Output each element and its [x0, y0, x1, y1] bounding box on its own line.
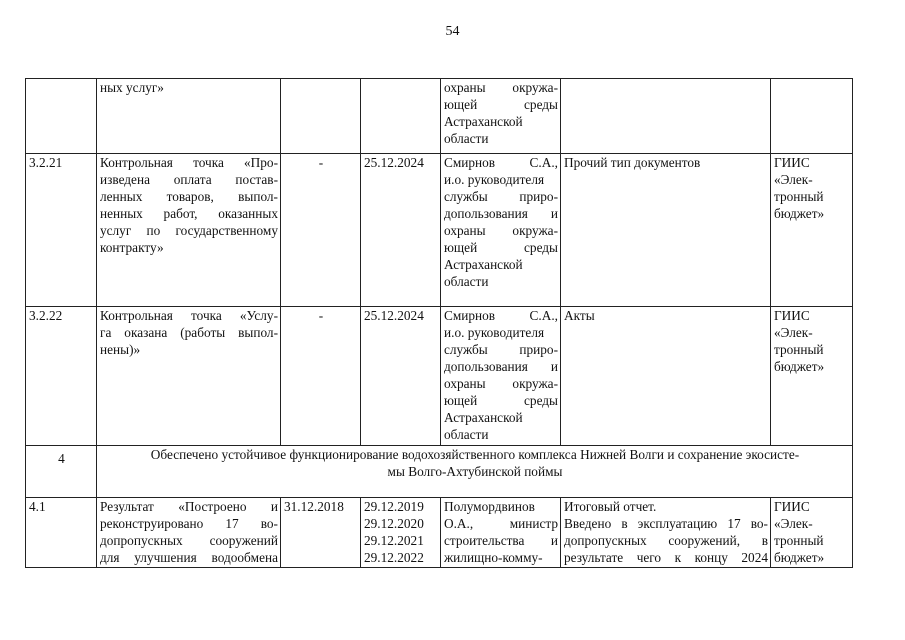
name-cell: [97, 79, 281, 154]
table-row: [26, 307, 853, 446]
responsible-line: жилищно-комму-: [444, 550, 543, 565]
end-date: 25.12.2024: [364, 308, 424, 323]
responsible-line: службы приро-: [444, 189, 558, 204]
section-heading-cell: [97, 446, 853, 498]
section-heading-line: Обеспечено устойчивое функционирование водохозяйственного комплекса Нижней Волги и сохранение экосисте-: [150, 447, 800, 462]
name-line: контракту»: [100, 240, 164, 255]
responsible-line: Астраханской: [444, 114, 523, 129]
name-line: Контрольная точка «Услу-: [100, 308, 278, 323]
document-cell: Акты: [561, 307, 771, 446]
name-line: реконструировано 17 во-: [100, 516, 278, 531]
responsible-line: строительства и: [444, 533, 558, 548]
responsible-line: области: [444, 274, 489, 289]
system-cell: [771, 498, 853, 568]
name-line: допропускных сооружений: [100, 533, 278, 548]
responsible-line: охраны окружа-: [444, 80, 558, 95]
document-line: допропускных сооружений, в: [564, 533, 768, 548]
system-line: тронный: [774, 533, 824, 548]
end-date-cell: [361, 154, 441, 307]
responsible-line: Астраханской: [444, 410, 523, 425]
responsible-cell: [441, 498, 561, 568]
responsible-line: О.А., министр: [444, 516, 558, 531]
row-number-cell: [26, 79, 97, 154]
row-number-cell: 4: [26, 446, 97, 498]
row-number-cell: 4.1: [26, 498, 97, 568]
name-line: нены)»: [100, 342, 141, 357]
end-date: 29.12.2021: [364, 533, 424, 548]
start-date-cell: [281, 79, 361, 154]
end-date-cell: [361, 498, 441, 568]
system-line: «Элек-: [774, 325, 813, 340]
responsible-line: и.о. руководителя: [444, 172, 545, 187]
end-date-cell: [361, 307, 441, 446]
responsible-line: области: [444, 427, 489, 442]
end-date: 29.12.2019: [364, 499, 424, 514]
responsible-cell: [441, 154, 561, 307]
system-line: тронный: [774, 342, 824, 357]
table-row: [26, 79, 853, 154]
document-cell: [561, 79, 771, 154]
table-row: [26, 446, 853, 498]
name-line: услуг по государственному: [100, 223, 278, 238]
system-cell: [771, 79, 853, 154]
responsible-line: службы приро-: [444, 342, 558, 357]
system-line: ГИИС: [774, 308, 810, 323]
document-line: Введено в эксплуатацию 17 во-: [564, 516, 768, 531]
system-line: бюджет»: [774, 206, 825, 221]
system-line: «Элек-: [774, 516, 813, 531]
start-date-cell: 31.12.2018: [281, 498, 361, 568]
responsible-line: Полумордвинов: [444, 499, 535, 514]
name-line: га оказана (работы выпол-: [100, 325, 278, 340]
name-line: Результат «Построено и: [100, 499, 278, 514]
row-number-cell: 3.2.21: [26, 154, 97, 307]
plan-table: [25, 78, 853, 568]
end-date: 29.12.2022: [364, 550, 424, 565]
responsible-line: допользования и: [444, 359, 558, 374]
document-line: результате чего к концу 2024: [564, 550, 768, 565]
responsible-line: Астраханской: [444, 257, 523, 272]
table-row: [26, 154, 853, 307]
end-date: 29.12.2020: [364, 516, 424, 531]
responsible-line: ющей среды: [444, 393, 558, 408]
name-line: ных услуг»: [100, 80, 164, 95]
system-line: бюджет»: [774, 359, 825, 374]
section-heading-line: мы Волго-Ахтубинской поймы: [387, 464, 563, 479]
name-cell: [97, 307, 281, 446]
end-date-cell: [361, 79, 441, 154]
document-cell: [561, 498, 771, 568]
responsible-line: охраны окружа-: [444, 376, 558, 391]
name-line: ненных работ, оказанных: [100, 206, 278, 221]
name-line: ленных товаров, выпол-: [100, 189, 278, 204]
responsible-line: области: [444, 131, 489, 146]
start-date-cell: -: [281, 154, 361, 307]
row-number-cell: 3.2.22: [26, 307, 97, 446]
responsible-cell: [441, 307, 561, 446]
responsible-line: и.о. руководителя: [444, 325, 545, 340]
responsible-cell: [441, 79, 561, 154]
responsible-line: охраны окружа-: [444, 223, 558, 238]
system-line: ГИИС: [774, 155, 810, 170]
name-line: изведена оплата постав-: [100, 172, 278, 187]
responsible-line: Смирнов С.А.,: [444, 308, 558, 323]
document-line: Итоговый отчет.: [564, 499, 657, 514]
system-line: «Элек-: [774, 172, 813, 187]
system-line: ГИИС: [774, 499, 810, 514]
name-cell: [97, 498, 281, 568]
responsible-line: ющей среды: [444, 240, 558, 255]
system-cell: [771, 154, 853, 307]
end-date: 25.12.2024: [364, 155, 424, 170]
responsible-line: Смирнов С.А.,: [444, 155, 558, 170]
name-line: для улучшения водообмена: [100, 550, 278, 565]
system-line: бюджет»: [774, 550, 825, 565]
name-line: Контрольная точка «Про-: [100, 155, 278, 170]
system-cell: [771, 307, 853, 446]
document-cell: Прочий тип документов: [561, 154, 771, 307]
page-number: 54: [445, 24, 460, 39]
responsible-line: допользования и: [444, 206, 558, 221]
name-cell: [97, 154, 281, 307]
start-date-cell: -: [281, 307, 361, 446]
responsible-line: ющей среды: [444, 97, 558, 112]
system-line: тронный: [774, 189, 824, 204]
table-row: [26, 498, 853, 568]
